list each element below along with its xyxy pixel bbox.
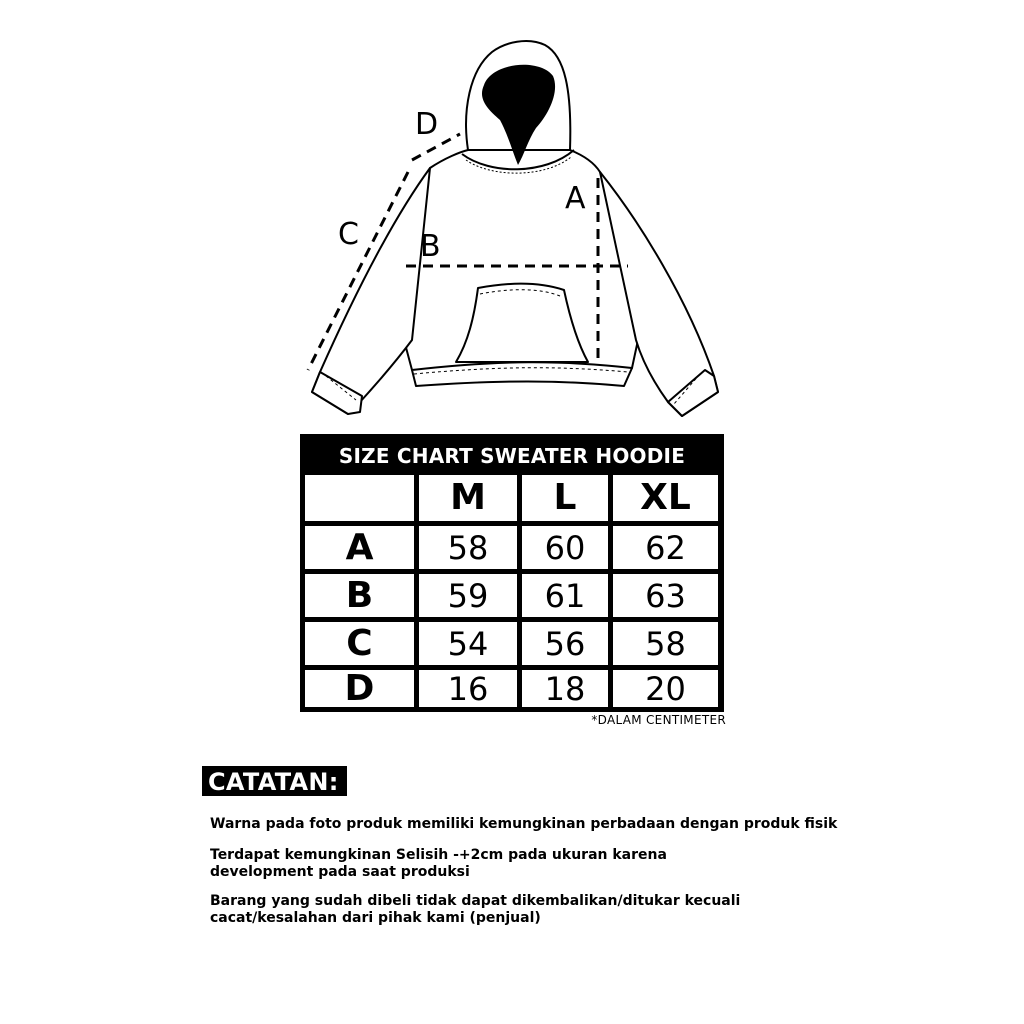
value-cell: 16 xyxy=(419,670,517,707)
hoodie-illustration xyxy=(0,0,1024,430)
value-cell: 58 xyxy=(613,622,718,665)
dimension-label-b: B xyxy=(420,229,441,264)
note-item-1: Warna pada foto produk memiliki kemungkinan perbadaan dengan produk fisik xyxy=(210,816,838,832)
value-cell: 20 xyxy=(613,670,718,707)
value-cell: 18 xyxy=(522,670,608,707)
note-item-2: Terdapat kemungkinan Selisih -+2cm pada ukuran karena development pada saat produksi xyxy=(210,847,667,880)
dimension-label-d: D xyxy=(415,107,439,142)
value-cell: 63 xyxy=(613,574,718,617)
size-chart-title: SIZE CHART SWEATER HOODIE xyxy=(338,444,686,468)
unit-note: *DALAM CENTIMETER xyxy=(591,713,726,727)
value-cell: 61 xyxy=(522,574,608,617)
value-cell: 56 xyxy=(522,622,608,665)
row-label-c: C xyxy=(305,622,414,665)
notes-heading: CATATAN: xyxy=(202,766,347,796)
dimension-label-a: A xyxy=(565,181,586,216)
note-item-3: Barang yang sudah dibeli tidak dapat dikembalikan/ditukar kecuali cacat/kesalahan dari pihak kami (penjual) xyxy=(210,893,741,926)
value-cell: 62 xyxy=(613,526,718,569)
value-cell: 58 xyxy=(419,526,517,569)
row-label-a: A xyxy=(305,526,414,569)
waistband xyxy=(412,362,632,386)
value-cell: 59 xyxy=(419,574,517,617)
header-cell-xl: XL xyxy=(613,475,718,521)
size-chart-table xyxy=(300,434,724,712)
row-label-b: B xyxy=(305,574,414,617)
header-cell-m: M xyxy=(419,475,517,521)
value-cell: 60 xyxy=(522,526,608,569)
header-cell-l: L xyxy=(522,475,608,521)
header-cell-empty xyxy=(305,475,414,521)
value-cell: 54 xyxy=(419,622,517,665)
dimension-label-c: C xyxy=(338,217,359,252)
row-label-d: D xyxy=(305,670,414,707)
